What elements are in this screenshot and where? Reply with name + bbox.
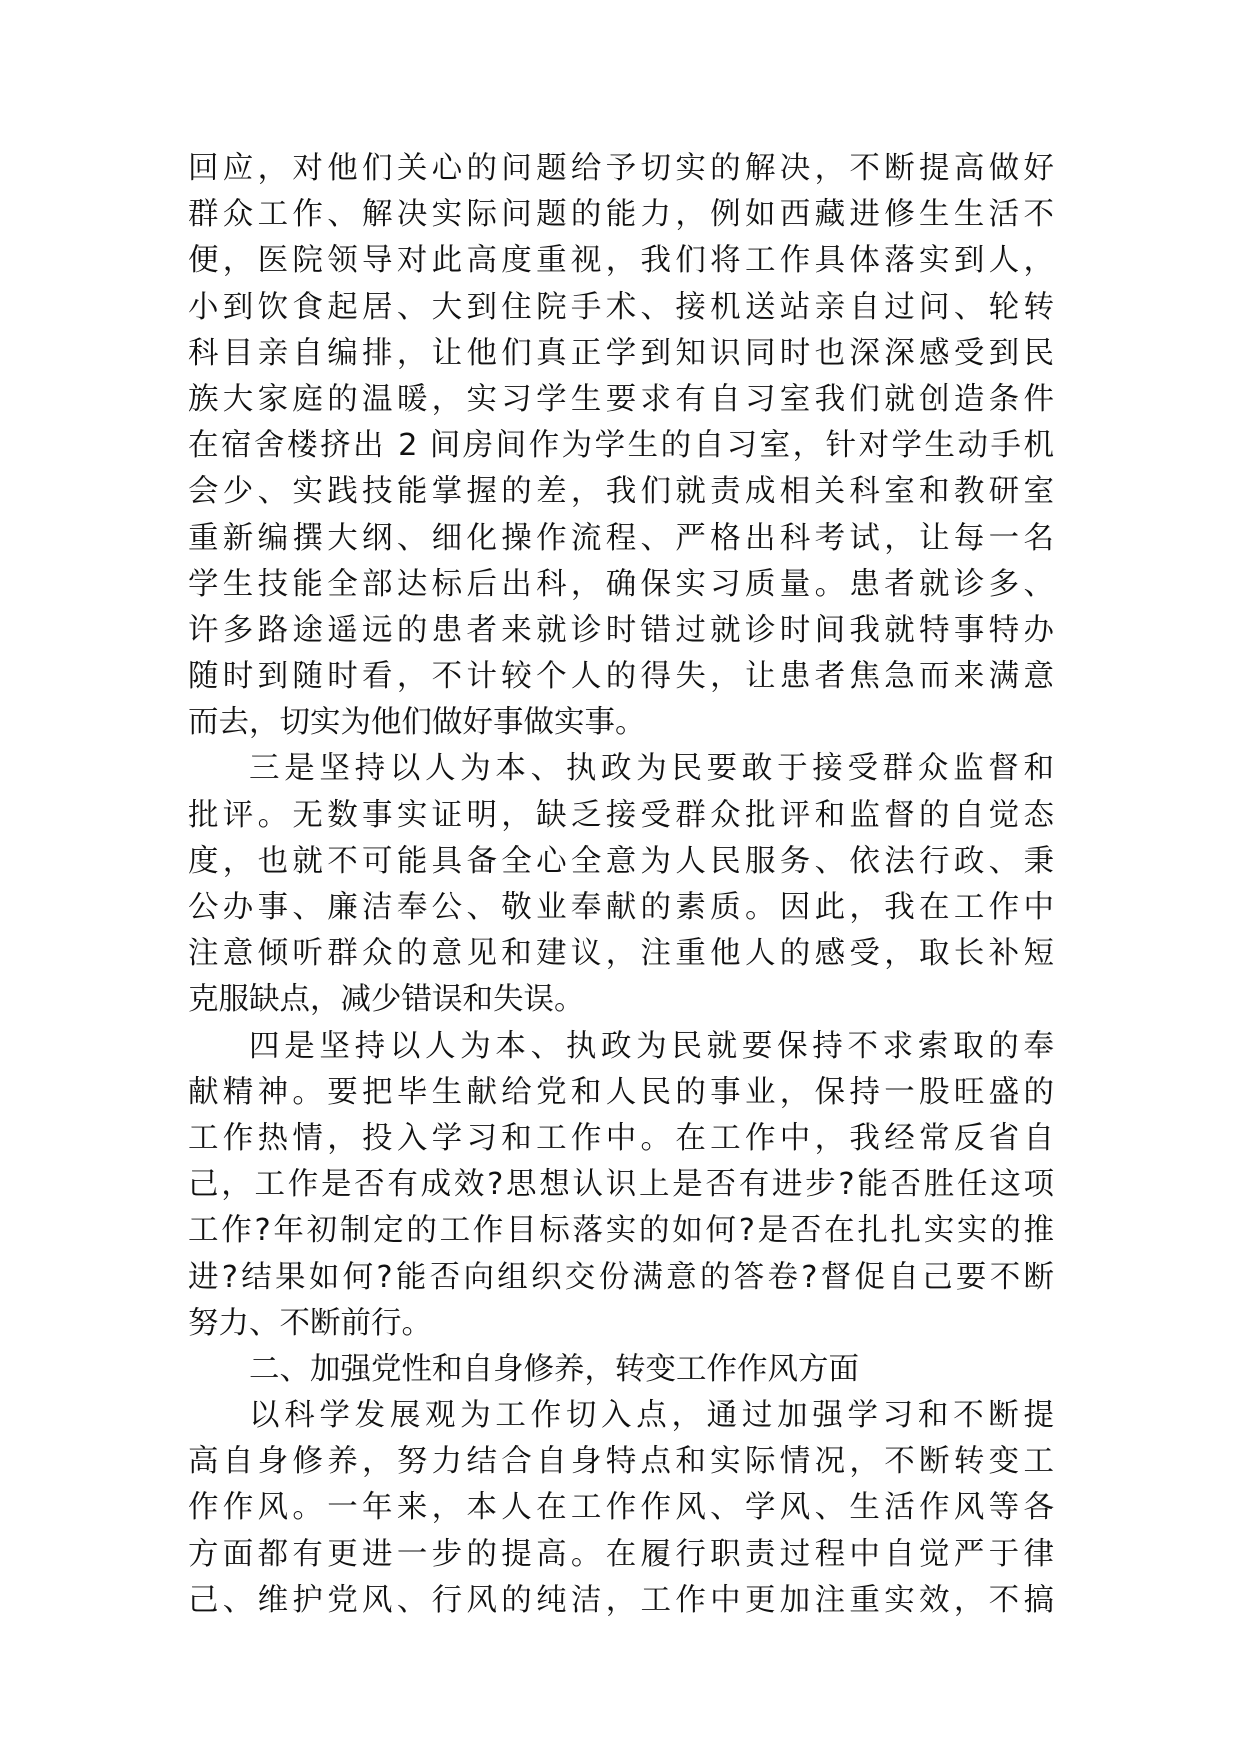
text-line: 科目亲自编排，让他们真正学到知识同时也深深感受到民 [188,335,1054,371]
text-line: 学生技能全部达标后出科，确保实习质量。患者就诊多、 [188,566,1054,602]
text-line: 在宿舍楼挤出 2 间房间作为学生的自习室，针对学生动手机 [188,428,1054,464]
text-line: 己，工作是否有成效?思想认识上是否有进步?能否胜任这项 [188,1167,1054,1203]
text-line: 以科学发展观为工作切入点，通过加强学习和不断提 [249,1398,1054,1434]
text-line: 而去，切实为他们做好事做实事。 [188,705,646,741]
text-line: 三是坚持以人为本、执政为民要敢于接受群众监督和 [249,751,1054,787]
text-line: 度，也就不可能具备全心全意为人民服务、依法行政、秉 [188,843,1054,879]
text-line: 重新编撰大纲、细化操作流程、严格出科考试，让每一名 [188,520,1054,556]
text-line: 工作?年初制定的工作目标落实的如何?是否在扎扎实实的推 [188,1213,1054,1249]
text-line: 会少、实践技能掌握的差，我们就责成相关科室和教研室 [188,474,1054,510]
text-line: 作作风。一年来，本人在工作作风、学风、生活作风等各 [188,1490,1054,1526]
text-line: 四是坚持以人为本、执政为民就要保持不求索取的奉 [249,1028,1054,1064]
text-line: 回应，对他们关心的问题给予切实的解决，不断提高做好 [188,151,1054,186]
text-line: 工作热情，投入学习和工作中。在工作中，我经常反省自 [188,1120,1054,1156]
text-line: 公办事、廉洁奉公、敬业奉献的素质。因此，我在工作中 [188,890,1054,925]
text-line: 群众工作、解决实际问题的能力，例如西藏进修生生活不 [188,197,1054,233]
text-line: 便，医院领导对此高度重视，我们将工作具体落实到人， [188,243,1054,279]
text-line: 许多路途遥远的患者来就诊时错过就诊时间我就特事特办 [188,612,1054,648]
text-line: 进?结果如何?能否向组织交份满意的答卷?督促自己要不断 [188,1259,1054,1295]
text-line: 族大家庭的温暖，实习学生要求有自习室我们就创造条件 [188,381,1054,417]
text-line: 二、加强党性和自身修养，转变工作作风方面 [249,1351,859,1387]
text-line: 注意倾听群众的意见和建议，注重他人的感受，取长补短 [188,936,1054,972]
text-line: 努力、不断前行。 [188,1305,432,1341]
text-line: 高自身修养，努力结合自身特点和实际情况，不断转变工 [188,1444,1054,1480]
text-line: 随时到随时看，不计较个人的得失，让患者焦急而来满意 [188,659,1054,695]
text-line: 小到饮食起居、大到住院手术、接机送站亲自过问、轮转 [188,289,1054,325]
text-line: 克服缺点，减少错误和失误。 [188,982,585,1018]
text-line: 献精神。要把毕生献给党和人民的事业，保持一股旺盛的 [188,1074,1054,1110]
text-line: 方面都有更进一步的提高。在履行职责过程中自觉严于律 [188,1536,1054,1572]
text-line: 批评。无数事实证明，缺乏接受群众批评和监督的自觉态 [188,797,1054,833]
document-body [188,146,1054,1624]
text-line: 己、维护党风、行风的纯洁，工作中更加注重实效，不搞 [188,1582,1054,1618]
